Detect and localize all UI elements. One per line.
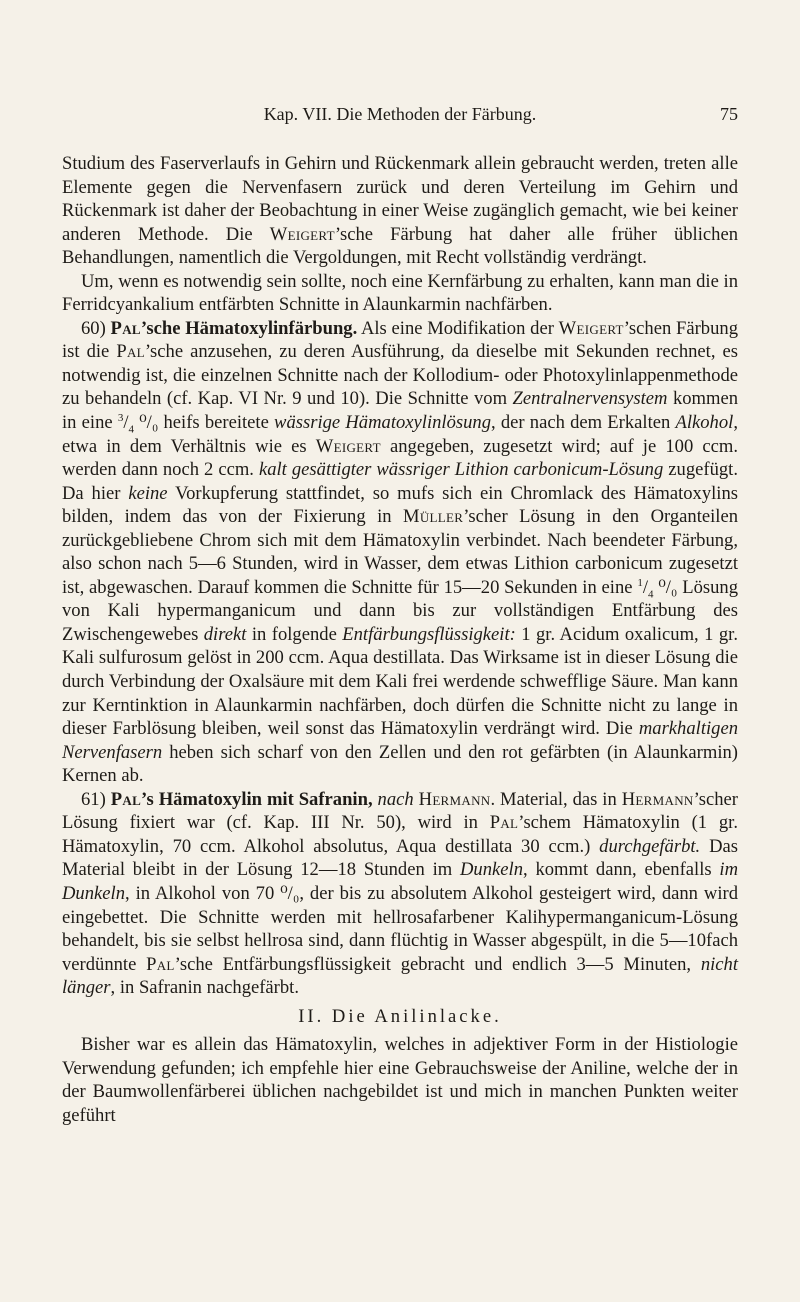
text-run: kommen in eine xyxy=(62,388,739,434)
text-run: ’sche Entfärbungsflüssigkeit gebracht und endlich 3—5 Minuten, xyxy=(174,953,701,975)
author-name: Weigert xyxy=(269,223,335,245)
text-run: Als eine Modifikation der xyxy=(357,317,559,339)
section-61-title xyxy=(111,789,373,810)
emphasis: kalt gesättigter wässriger Lithion carbonicum-Lösung xyxy=(258,459,664,481)
text-run: , etwa in dem Verhältnis wie es xyxy=(62,412,738,457)
text-run: , der bis zu absolutem Alkohol gesteigert wird, dann wird eingebettet. Die Schnitte werden mit hellrosafarbener Kalihypermanganicum-Lösung behandelt, bis sie selbst hellrosa sind, dann flüchtig in Wasser abgespült, in die 5—10fach verdünnte xyxy=(62,882,738,975)
text-run: ’scher Lösung fixiert war (cf. Kap. III Nr. 50), wird in xyxy=(62,788,738,834)
text-run: , in Safranin nachgefärbt. xyxy=(110,977,299,999)
fraction-numerator: 1 xyxy=(637,576,643,589)
percent-sign: ⁰/₀ xyxy=(139,412,159,434)
percent-sign: ⁰/₀ xyxy=(280,882,300,904)
text-run: ’schen Färbung ist die xyxy=(62,317,738,363)
author-name: Pal xyxy=(110,317,141,339)
author-name: Hermann xyxy=(418,788,491,810)
text-run: ’sche anzusehen, zu deren Ausführung, da dieselbe mit Sekunden rechnet, es notwendig ist, die einzelnen Schnitte nach der Kollodium- oder Photoxylinlappenmethode zu behandeln (cf. Kap. VI Nr. 9 und 10). Die Schnitte vom xyxy=(62,341,738,410)
text-run: ’schem Hämatoxylin (1 gr. Hämatoxylin, 70 ccm. Alkohol absolutus, Aqua destillata 30 ccm.) xyxy=(62,812,739,857)
text-run: Vorkupferung stattfindet, so mufs sich ein Chromlack des Hämatoxylins bilden, indem das von der Fixierung in xyxy=(62,482,738,528)
title-text: ’s Hämatoxylin mit Safranin, xyxy=(141,788,373,810)
paragraph-kernfaerbung: Um, wenn es notwendig sein sollte, noch eine Kernfärbung zu erhalten, kann man die in Ferridcyankalium entfärbten Schnitte in Alaunkarmin nachfärben. xyxy=(62,270,738,316)
emphasis: im Dunkeln xyxy=(62,859,738,904)
emphasis: durchgefärbt. xyxy=(599,835,701,857)
text-run: . Material, das in xyxy=(490,788,622,810)
emphasis: nach xyxy=(372,788,419,810)
emphasis: direkt xyxy=(203,623,247,645)
author-name: Pal xyxy=(489,812,519,834)
text-run: Lösung von Kali hypermanganicum und dann bis zur vollständigen Entfärbung des Zwischengewebes xyxy=(62,576,739,645)
title-text: ’sche Hämatoxylinfärbung. xyxy=(140,317,358,339)
text-run: angegeben, zugesetzt wird; auf je 100 ccm. werden dann noch 2 ccm. xyxy=(62,435,738,481)
emphasis: markhaltigen Nervenfasern xyxy=(62,718,738,763)
fraction-denominator: 4 xyxy=(648,588,654,601)
section-60-title xyxy=(111,318,358,339)
section-number: 61) xyxy=(81,788,111,810)
chapter-title: Kap. VII. Die Methoden der Färbung. xyxy=(263,104,537,124)
text-run: heifs bereitete xyxy=(158,412,275,434)
text-run: , in Alkohol von 70 xyxy=(125,882,281,904)
text-run: zugefügt. Da hier xyxy=(62,459,738,504)
emphasis: Dunkeln xyxy=(460,859,523,881)
percent-sign: ⁰/₀ xyxy=(658,576,678,598)
paragraph-continued xyxy=(62,152,738,270)
text-run: , der nach dem Erkalten xyxy=(491,412,676,434)
author-name: Pal xyxy=(116,341,145,363)
author-name: Pal xyxy=(146,953,175,975)
text-run: heben sich scharf von den Zellen und den rot gefärbten (in Alaunkarmin) Kernen ab. xyxy=(62,741,738,787)
emphasis: Alkohol xyxy=(675,412,734,434)
text-run: Das Material bleibt in der Lösung 12—18 Stunden im xyxy=(62,835,738,881)
emphasis: nicht länger xyxy=(62,953,738,999)
paragraph-anilinlacke: Bisher war es allein das Hämatoxylin, welches in adjektiver Form in der Histiologie Verwendung gefunden; ich empfehle hier eine Gebrauchsweise der Aniline, welche der in der Baumwollenfärberei üblichen nachgebildet ist und mich in manchen Punkten weiter geführt xyxy=(62,1034,738,1126)
page-number: 75 xyxy=(720,104,738,124)
text-run: , kommt dann, ebenfalls xyxy=(523,859,720,881)
emphasis: Entfärbungsflüssigkeit: xyxy=(342,623,516,645)
text-run: ’scher Lösung in den Organteilen zurückgebliebene Chrom sich mit dem Hämatoxylin verbindet. Nach beendeter Färbung, also schon nach 5—6 Stunden, wird in Wasser, dem etwas Lithion carbonicum zugesetzt ist, abgewaschen. Darauf kommen die Schnitte für 15—20 Sekunden in eine xyxy=(62,506,738,598)
emphasis: keine xyxy=(128,482,168,504)
text-run: 1 gr. Acidum oxalicum, 1 gr. Kali sulfurosum gelöst in 200 ccm. Aqua destillata. Das Wirksame ist in dieser Lösung die durch Verbindung der Oxalsäure mit dem Kali frei werdende schwefflige Säure. Man kann zur Kerntinktion in Alaunkarmin nachfärben, doch dürfen die Schnitte nicht zu lange in dieser Farblösung bleiben, weil sonst das Hämatoxylin verdrängt wird. Die xyxy=(62,623,738,740)
fraction-numerator: 3 xyxy=(117,411,124,424)
author-name: Weigert xyxy=(558,317,624,339)
section-60: 60) Pal’sche Hämatoxylinfärbung. Als eine Modifikation der Weigert’schen Färbung ist die Pal’sche anzusehen, zu deren Ausführung, da dieselbe mit Sekunden rechnet, es notwendig ist, die einzelnen Schnitte nach der Kollodium- oder Photoxylinlappenmethode zu behandeln (cf. Kap. VI Nr. 9 und 10). Die Schnitte vom Zentralnervensystem kommen in eine $^3/_4$ ⁰/₀ heifs bereitete wässrige Hämatoxylinlösung, der nach dem Erkalten Alkohol, etwa in dem Verhältnis wie es Weigert angegeben, zugesetzt wird; auf je 100 ccm. werden dann noch 2 ccm. kalt gesättigter wässriger Lithion carbonicum-Lösung zugefügt. Da hier keine Vorkupferung stattfindet, so mufs sich ein Chromlack des Hämatoxylins bilden, indem das von der Fixierung in Müller’scher Lösung in den Organteilen zurückgebliebene Chrom sich mit dem Hämatoxylin verbindet. Nach beendeter Färbung, also schon nach 5—6 Stunden, wird in Wasser, dem etwas Lithion carbonicum zugesetzt ist, abgewaschen. Darauf kommen die Schnitte für 15—20 Sekunden in eine $^1/_4$ ⁰/₀ Lösung von Kali hypermanganicum und dann bis zur vollständigen Entfärbung des Zwischengewebes direkt in folgende Entfärbungsflüssigkeit: 1 gr. Acidum oxalicum, 1 gr. Kali sulfurosum gelöst in 200 ccm. Aqua destillata. Das Wirksame ist in dieser Lösung die durch Verbindung der Oxalsäure mit dem Kali frei werdende schwefflige Säure. Man kann zur Kerntinktion in Alaunkarmin nachfärben, doch dürfen die Schnitte nicht zu lange in dieser Farblösung bleiben, weil sonst das Hämatoxylin verdrängt wird. Die markhaltigen Nervenfasern heben sich scharf von den Zellen und den rot gefärbten (in Alaunkarmin) Kernen ab. xyxy=(62,317,739,787)
section-number: 60) xyxy=(81,317,111,339)
author-name: Hermann xyxy=(621,788,694,810)
running-head xyxy=(62,104,738,128)
author-name: Weigert xyxy=(315,435,381,457)
section-61 xyxy=(62,788,738,1000)
text-run: in folgende xyxy=(246,623,343,645)
emphasis: Zentralnervensystem xyxy=(512,388,668,410)
section-heading-anilinlacke: II. Die Anilinlacke. xyxy=(298,1005,502,1027)
fraction-denominator: 4 xyxy=(128,423,134,436)
emphasis: wässrige Hämatoxylinlösung xyxy=(274,412,492,434)
text-run: ’sche Färbung hat daher alle früher üblichen Behandlungen, namentlich die Vergoldungen, mit Recht vollständig verdrängt. xyxy=(62,223,738,269)
body-text xyxy=(62,152,738,1127)
author-name: Müller xyxy=(403,506,464,528)
text-run: Studium des Faserverlaufs in Gehirn und Rückenmark allein gebraucht werden, treten alle Elemente gegen die Nervenfasern zurück und deren Verteilung im Gehirn und Rückenmark ist daher der Beobachtung in einer Weise zugänglich gemacht, wie bei keiner anderen Methode. Die xyxy=(62,153,738,245)
author-name: Pal xyxy=(110,788,142,810)
